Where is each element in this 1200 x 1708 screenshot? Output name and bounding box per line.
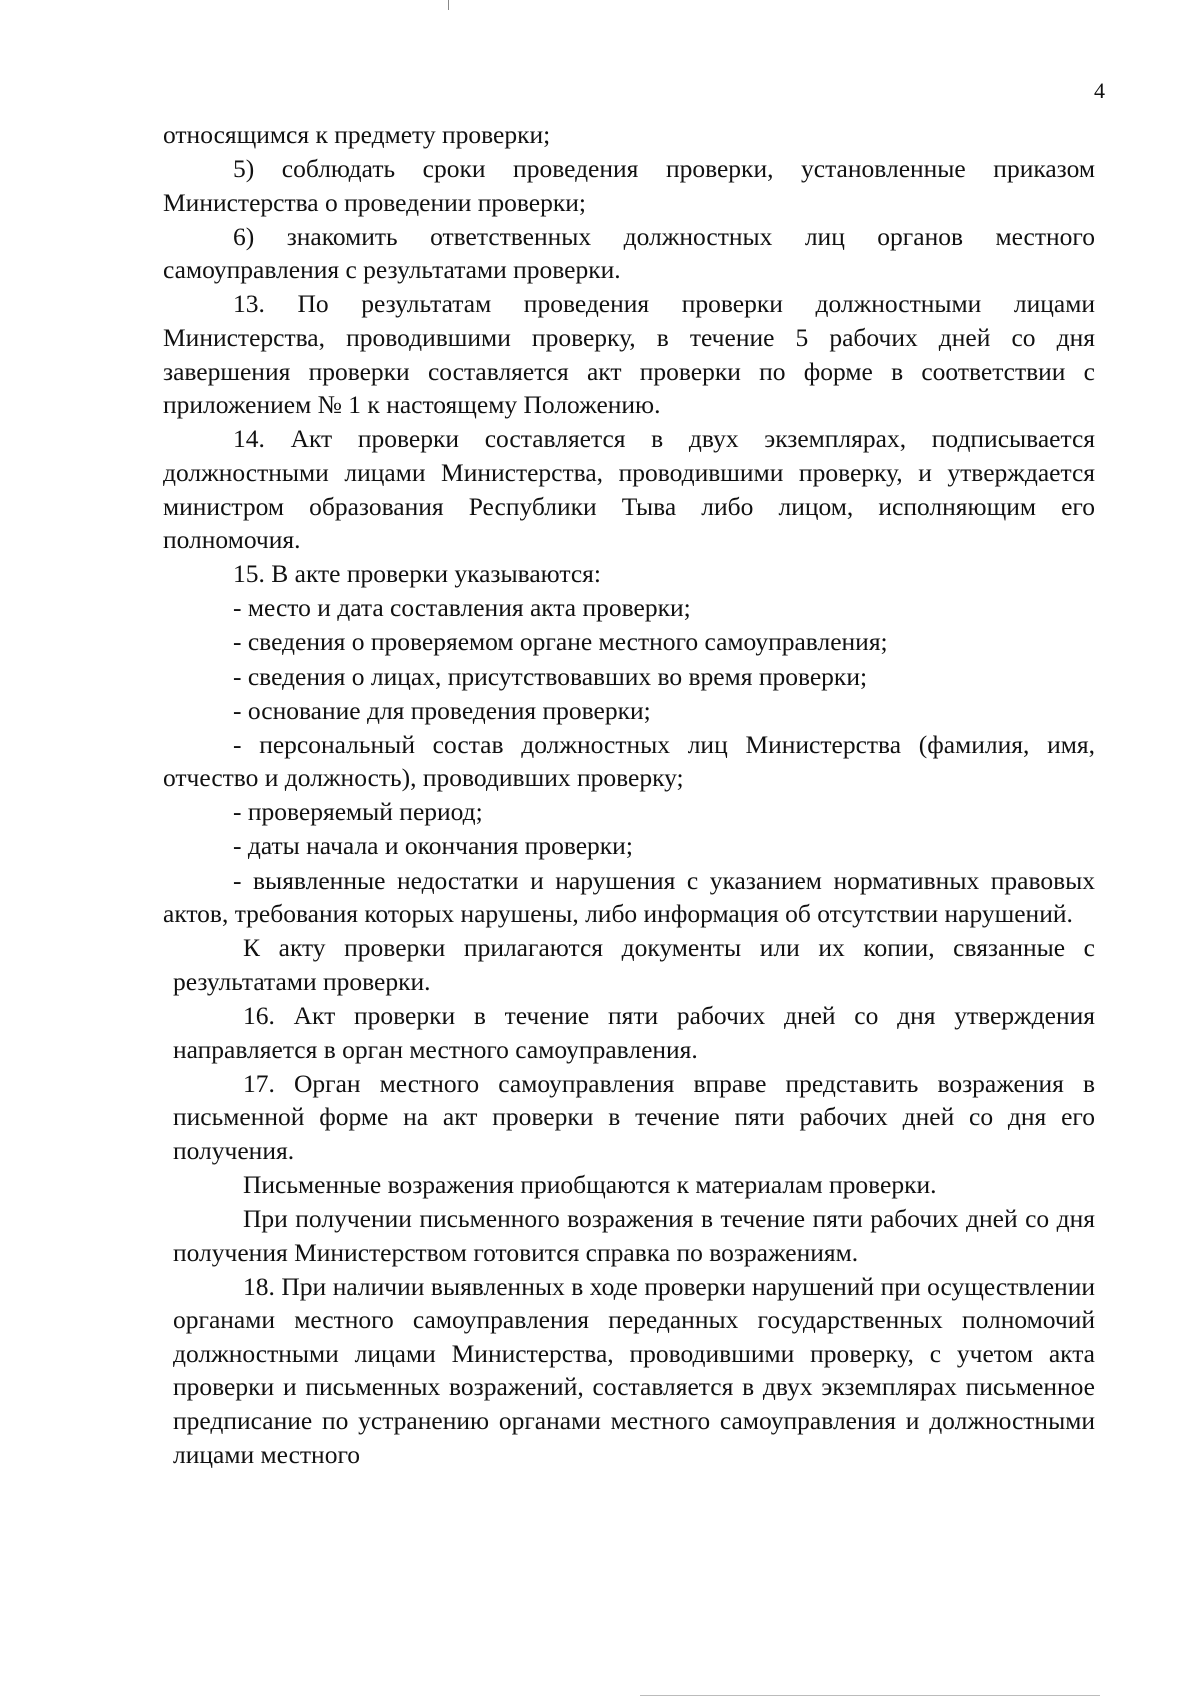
paragraph-section-14: 14. Акт проверки составляется в двух экземплярах, подписывается должностными лицами Министерства, проводившими проверку, и утверждается министром образования Республики Тыва либо лицом, исполняющим его полномочия. <box>163 424 1095 555</box>
document-body <box>163 118 1095 1472</box>
paragraph-item-6: 6) знакомить ответственных должностных лиц органов местного самоуправления с результатами проверки. <box>163 221 1095 285</box>
scan-mark-top <box>448 0 449 10</box>
paragraph-attachments: К акту проверки прилагаются документы или их копии, связанные с результатами проверки. <box>173 933 1095 996</box>
list-item-grounds: - основание для проведения проверки; <box>233 695 651 725</box>
list-item-place-date: - место и дата составления акта проверки; <box>233 593 691 623</box>
paragraph-section-13: 13. По результатам проведения проверки должностными лицами Министерства, проводившими проверку, в течение 5 рабочих дней со дня завершения проверки составляется акт проверки по форме в соответствии с приложением № 1 к настоящему Положению. <box>163 289 1095 420</box>
page-number: 4 <box>1094 78 1105 103</box>
paragraph-section-16: 16. Акт проверки в течение пяти рабочих дней со дня утверждения направляется в орган местного самоуправления. <box>173 1000 1095 1064</box>
list-item-local-government: - сведения о проверяемом органе местного самоуправления; <box>233 627 888 657</box>
paragraph-section-18: 18. При наличии выявленных в ходе проверки нарушений при осуществлении органами местного самоуправления переданных государственных полномочий должностными лицами Министерства, проводившими проверку, с учетом акта проверки и письменных возражений, составляется в двух экземплярах письменное предписание по устранению органами местного самоуправления и должностными лицами местного <box>173 1271 1095 1469</box>
paragraph-section-15: 15. В акте проверки указываются: <box>233 559 601 589</box>
list-item-staff: - персональный состав должностных лиц Министерства (фамилия, имя, отчество и должность), проводивших проверку; <box>163 729 1095 793</box>
scan-mark-bottom <box>640 1695 1100 1696</box>
list-item-period: - проверяемый период; <box>233 797 483 827</box>
paragraph-objections: Письменные возражения приобщаются к материалам проверки. <box>243 1169 937 1199</box>
list-item-dates: - даты начала и окончания проверки; <box>233 831 633 861</box>
paragraph-item-5: 5) соблюдать сроки проведения проверки, установленные приказом Министерства о проведении проверки; <box>163 154 1095 217</box>
paragraph-objections-reference: При получении письменного возражения в течение пяти рабочих дней со дня получения Министерством готовится справка по возражениям. <box>173 1204 1095 1267</box>
paragraph-section-17: 17. Орган местного самоуправления вправе представить возражения в письменной форме на акт проверки в течение пяти рабочих дней со дня его получения. <box>173 1068 1095 1165</box>
paragraph-continuation: относящимся к предмету проверки; <box>163 120 551 149</box>
list-item-present-persons: - сведения о лицах, присутствовавших во время проверки; <box>233 661 868 691</box>
list-item-violations: - выявленные недостатки и нарушения с указанием нормативных правовых актов, требования которых нарушены, либо информация об отсутствии нарушений. <box>163 865 1095 929</box>
